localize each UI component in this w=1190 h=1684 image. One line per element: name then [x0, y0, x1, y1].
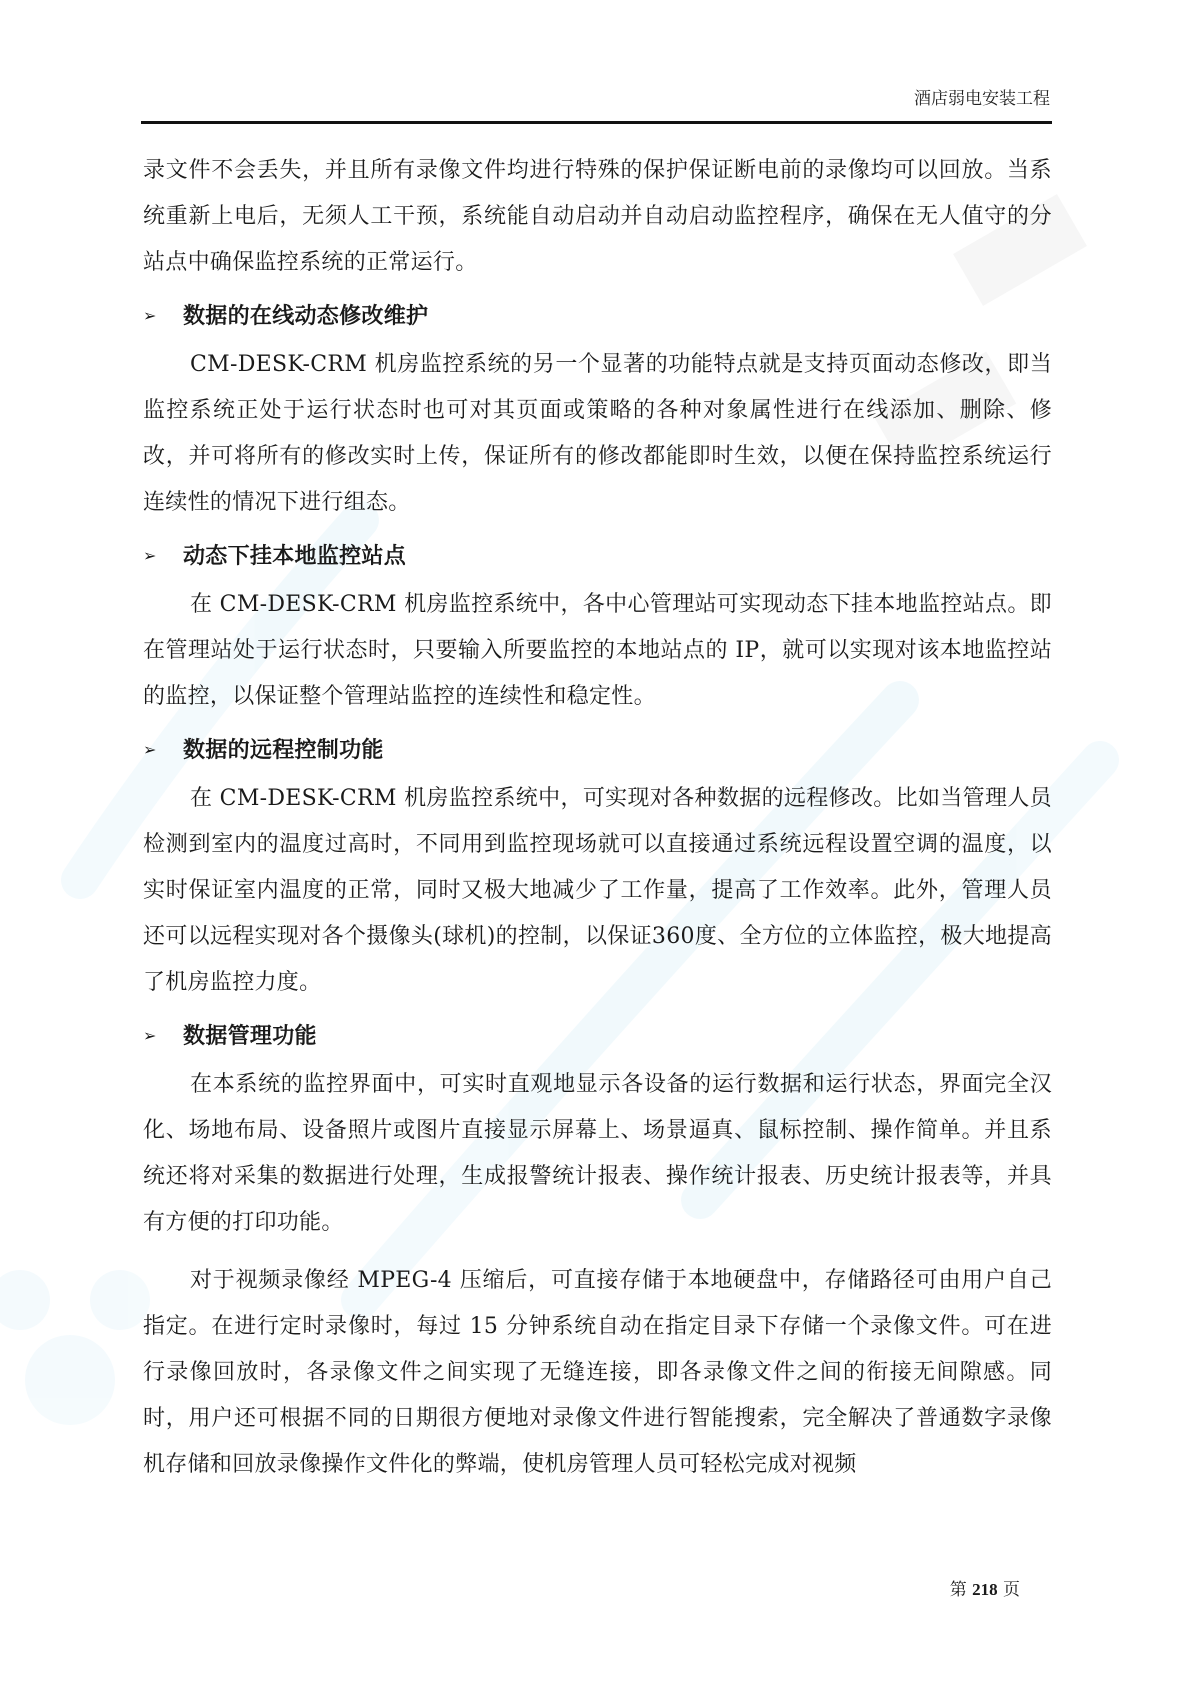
document-body — [143, 148, 1052, 1488]
arrow-bullet-icon: ➢ — [143, 1026, 157, 1045]
arrow-bullet-icon: ➢ — [143, 740, 157, 759]
section-heading-label: 数据的远程控制功能 — [183, 737, 384, 763]
body-paragraph: CM-DESK-CRM 机房监控系统的另一个显著的功能特点就是支持页面动态修改，即当监控系统正处于运行状态时也可对其页面或策略的各种对象属性进行在线添加、删除、修改，并可将所有的修改实时上传，保证所有的修改都能即时生效，以便在保持监控系统运行连续性的情况下进行组态。 — [143, 352, 1052, 515]
body-paragraph: 对于视频录像经 MPEG-4 压缩后，可直接存储于本地硬盘中，存储路径可由用户自己指定。在进行定时录像时，每过 15 分钟系统自动在指定目录下存储一个录像文件。可在进行录像回放时，各录像文件之间实现了无缝连接，即各录像文件之间的衔接无间隙感。同时，用户还可根据不同的日期很方便地对录像文件进行智能搜索，完全解决了普通数字录像机存储和回放录像操作文件化的弊端，使机房管理人员可轻松完成对视频 — [143, 1268, 1052, 1477]
section-heading — [143, 298, 1052, 334]
section-heading-label: 动态下挂本地监控站点 — [183, 543, 407, 569]
body-paragraph: 在本系统的监控界面中，可实时直观地显示各设备的运行数据和运行状态，界面完全汉化、场地布局、设备照片或图片直接显示屏幕上、场景逼真、鼠标控制、操作简单。并且系统还将对采集的数据进行处理，生成报警统计报表、操作统计报表、历史统计报表等，并具有方便的打印功能。 — [143, 1072, 1052, 1235]
header-title: 酒店弱电安装工程 — [914, 89, 1050, 109]
body-paragraph: 在 CM-DESK-CRM 机房监控系统中，可实现对各种数据的远程修改。比如当管理人员检测到室内的温度过高时，不同用到监控现场就可以直接通过系统远程设置空调的温度，以实时保证室内温度的正常，同时又极大地减少了工作量，提高了工作效率。此外，管理人员还可以远程实现对各个摄像头(球机)的控制，以保证360度、全方位的立体监控，极大地提高了机房监控力度。 — [143, 786, 1052, 995]
section-heading — [143, 732, 1052, 768]
arrow-bullet-icon: ➢ — [143, 306, 157, 325]
section-heading — [143, 1018, 1052, 1054]
intro-paragraph: 录文件不会丢失，并且所有录像文件均进行特殊的保护保证断电前的录像均可以回放。当系统重新上电后，无须人工干预，系统能自动启动并自动启动监控程序，确保在无人值守的分站点中确保监控系统的正常运行。 — [143, 158, 1052, 275]
arrow-bullet-icon: ➢ — [143, 546, 157, 565]
page-footer — [950, 1575, 1020, 1600]
section-heading-label: 数据的在线动态修改维护 — [183, 303, 429, 329]
body-paragraph: 在 CM-DESK-CRM 机房监控系统中，各中心管理站可实现动态下挂本地监控站点。即在管理站处于运行状态时，只要输入所要监控的本地站点的 IP，就可以实现对该本地监控站的监控，以保证整个管理站监控的连续性和稳定性。 — [143, 592, 1052, 709]
section-heading-label: 数据管理功能 — [183, 1023, 317, 1049]
header-divider — [141, 121, 1052, 124]
page-number: 218 — [972, 1580, 998, 1599]
footer-suffix: 页 — [1003, 1580, 1020, 1600]
section-heading — [143, 538, 1052, 574]
footer-prefix: 第 — [949, 1580, 967, 1600]
